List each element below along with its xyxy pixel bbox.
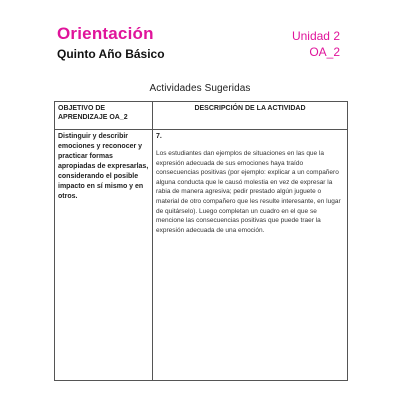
header-left (57, 24, 165, 62)
activity-cell (153, 130, 348, 381)
table-header-row (55, 102, 348, 130)
section-title: Actividades Sugeridas (149, 83, 251, 94)
objective-column-header: OBJETIVO DE APRENDIZAJE OA_2 (55, 102, 153, 130)
table-row (55, 130, 348, 381)
objective-cell (55, 130, 153, 381)
unit-label: Unidad 2 (291, 29, 340, 43)
objective-code-label: OA_2 (309, 45, 340, 59)
grade-title: Quinto Año Básico (57, 47, 165, 61)
activity-table (54, 101, 348, 381)
description-column-header: DESCRIPCIÓN DE LA ACTIVIDAD (153, 102, 348, 130)
activity-number: 7. (156, 133, 162, 140)
objective-text: Distinguir y describir emociones y reconocer y practicar formas apropiadas de expresarlas, considerando el posible impacto en sí mismo y en otros. (58, 133, 149, 200)
subject-title: Orientación (57, 24, 154, 43)
header-right (292, 28, 340, 60)
activity-description: Los estudiantes dan ejemplos de situaciones en las que la expresión adecuada de sus emociones haya traído consecuencias positivas (por ejemplo: explicar a un compañero alguna conducta que le causó molestia en vez de expresar la rabia de manera agresiva; pedir prestado algún juguete o material de otro compañero que les resulte interesante, en lugar de quitárselo). Luego completan un cuadro en el que se mencione las consecuencias positivas que puede traer la expresión adecuada de una emoción. (156, 150, 341, 234)
